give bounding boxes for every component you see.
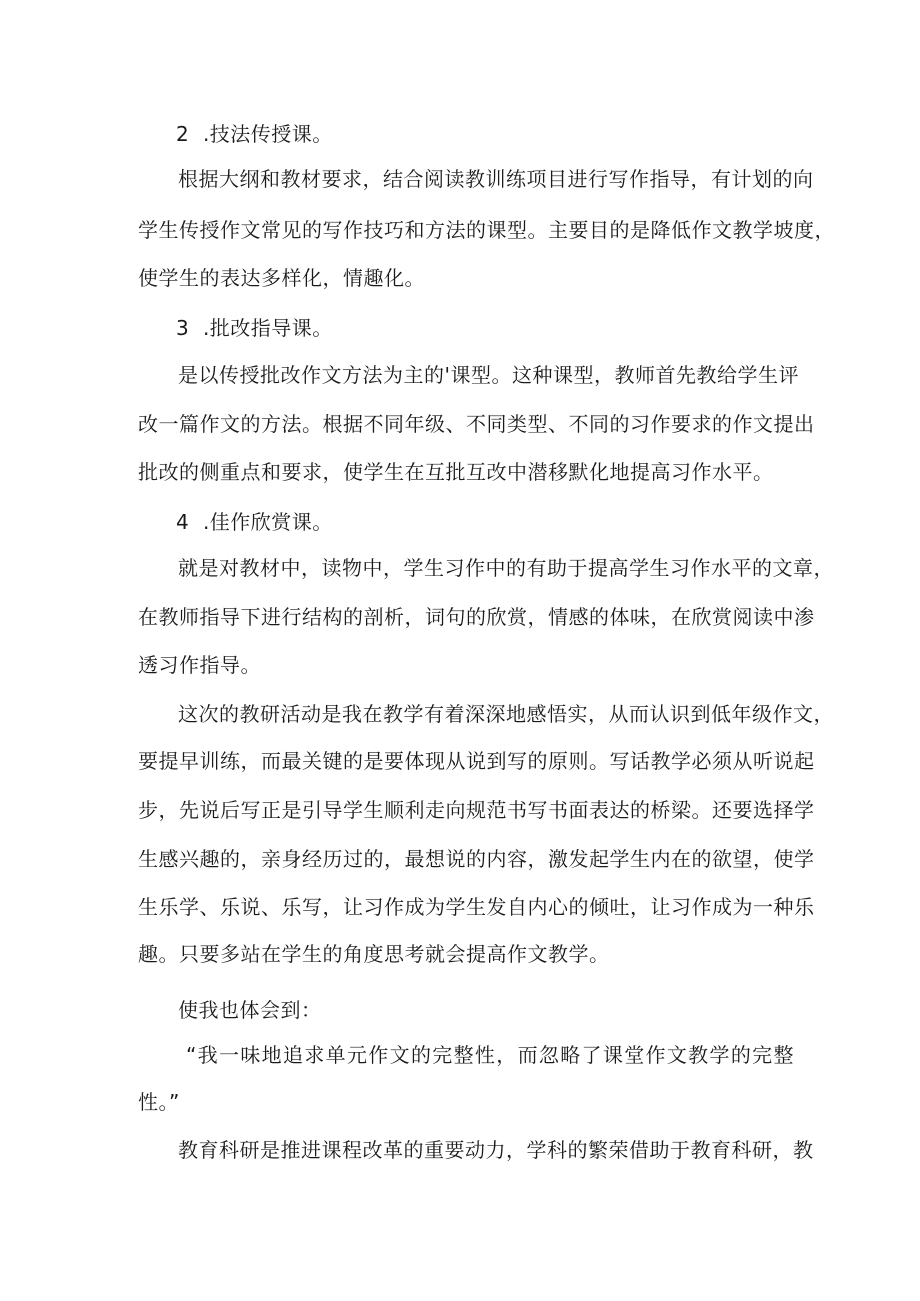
reflection-line-6: 趣。只要多站在学生的角度思考就会提高作文教学。: [138, 942, 610, 966]
section-heading-2: 2 .技法传授课。: [176, 122, 333, 146]
paragraph-3-line-1: 是以传授批改作文方法为主的'课型。这种课型，教师首先教给学生评: [178, 363, 799, 387]
reflection-line-5: 生乐学、乐说、乐写，让习作成为学生发自内心的倾吐，让习作成为一种乐: [138, 895, 815, 919]
reflection-line-1: 这次的教研活动是我在教学有着深深地感悟实，从而认识到低年级作文，: [178, 702, 834, 726]
paragraph-2-line-2: 学生传授作文常见的写作技巧和方法的课型。主要目的是降低作文教学坡度，: [138, 218, 835, 242]
research-line-1: 教育科研是推进课程改革的重要动力，学科的繁荣借助于教育科研，教: [178, 1138, 814, 1162]
paragraph-4-line-2: 在教师指导下进行结构的剖析，词句的欣赏，情感的体味，在欣赏阅读中渗: [138, 605, 815, 629]
insight-line: 使我也体会到：: [178, 998, 322, 1022]
paragraph-2-line-3: 使学生的表达多样化，情趣化。: [138, 266, 425, 290]
reflection-line-3: 步，先说后写正是引导学生顺利走向规范书写书面表达的桥梁。还要选择学: [138, 798, 815, 822]
paragraph-3-line-2: 改一篇作文的方法。根据不同年级、不同类型、不同的习作要求的作文提出: [138, 412, 815, 436]
reflection-line-4: 生感兴趣的，亲身经历过的，最想说的内容，激发起学生内在的欲望，使学: [138, 847, 815, 871]
paragraph-4-line-3: 透习作指导。: [138, 653, 261, 677]
paragraph-3-line-3: 批改的侧重点和要求，使学生在互批互改中潜移默化地提高习作水平。: [138, 460, 774, 484]
paragraph-2-line-1: 根据大纲和教材要求，结合阅读教训练项目进行写作指导，有计划的向: [178, 167, 814, 191]
quote-line-2: 性。”: [138, 1090, 180, 1114]
quote-line-1: “我一味地追求单元作文的完整性，而忽略了课堂作文教学的完整: [186, 1043, 794, 1067]
reflection-line-2: 要提早训练，而最关键的是要体现从说到写的原则。写话教学必须从听说起: [138, 749, 815, 773]
section-heading-3: 3 .批改指导课。: [176, 316, 333, 340]
section-heading-4: 4 .佳作欣赏课。: [176, 510, 333, 534]
paragraph-4-line-1: 就是对教材中，读物中，学生习作中的有助于提高学生习作水平的文章，: [178, 556, 834, 580]
